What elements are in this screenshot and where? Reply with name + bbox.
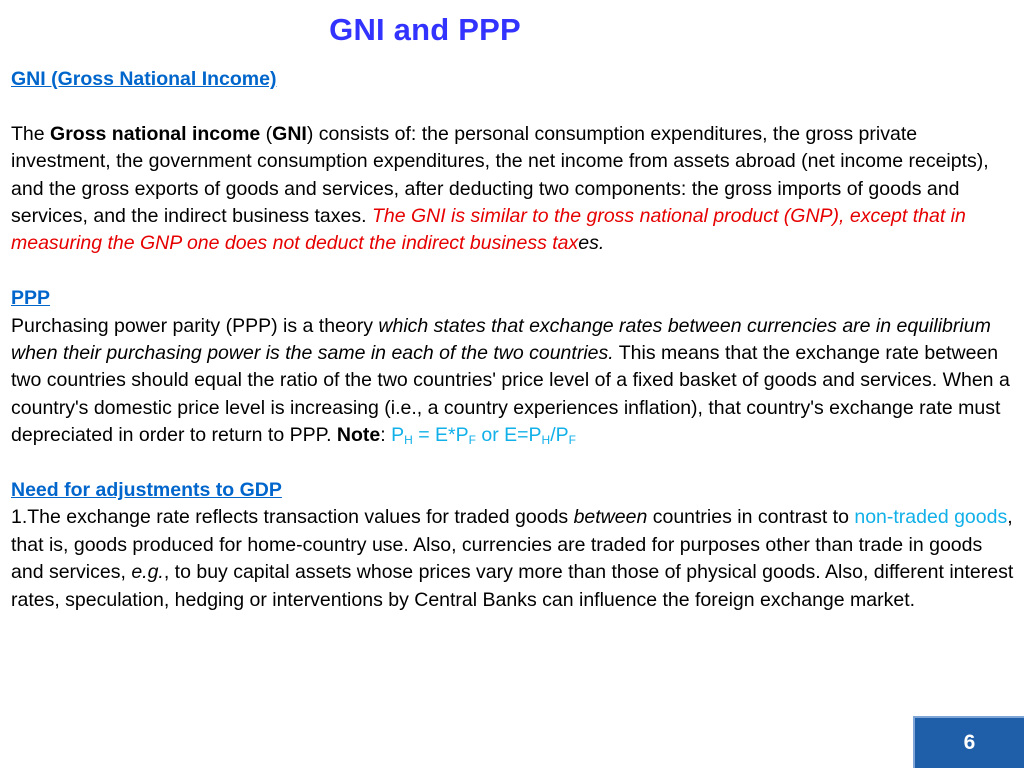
gni-heading-line xyxy=(11,66,1016,93)
gni-text-the: The xyxy=(11,122,51,145)
formula-eq-part: = E*P xyxy=(412,424,469,447)
spacer xyxy=(11,258,1016,285)
formula-sub: F xyxy=(568,433,576,448)
formula-sub: F xyxy=(468,433,476,448)
spacer xyxy=(11,450,1016,477)
gni-abbr: GNI xyxy=(272,122,307,145)
adjust-eg: e.g. xyxy=(131,561,164,584)
ppp-heading-link[interactable]: PPP xyxy=(11,287,51,310)
adjust-heading-link[interactable]: Need for adjustments to GDP xyxy=(11,479,282,502)
formula-sub: H xyxy=(404,433,413,448)
formula-sub: H xyxy=(541,433,551,448)
gni-heading-link[interactable]: GNI (Gross National Income) xyxy=(11,68,277,90)
gni-text-body: ) consists of: the personal consumption expenditures, the gross private investment, the government consumption expenditures, the net income from assets abroad (net income receipts), and the gross exports of goods and services, after deducting two components: the gross imports of goods and services, and the indirect business taxes. xyxy=(11,122,989,228)
adjust-between: between xyxy=(573,506,648,529)
page-number-badge xyxy=(913,716,1024,768)
slide-content xyxy=(11,66,1016,614)
formula-slash-part: /P xyxy=(550,424,569,447)
gni-text-open: ( xyxy=(260,122,273,145)
ppp-text-intro: Purchasing power parity (PPP) is a theory xyxy=(11,314,379,337)
slide-title: GNI and PPP xyxy=(329,12,521,47)
ppp-heading-line xyxy=(11,285,1016,312)
formula-p-part: P xyxy=(391,424,405,447)
adjust-text-c: , that is, goods produced for home-country use. Also, currencies are traded for purposes other than trade in goods and services, xyxy=(11,506,1013,584)
adjust-text-d: , to buy capital assets whose prices vary more than those of physical goods. Also, different interest rates, speculation, hedging or interventions by Central Banks can influence the foreign exchange market. xyxy=(11,561,1014,611)
ppp-formula xyxy=(391,424,576,446)
adjust-paragraph xyxy=(11,504,1016,614)
adjust-text-b: countries in contrast to xyxy=(647,506,855,529)
ppp-text-body: This means that the exchange rate between two countries should equal the ratio of the two countries' price level of a fixed basket of goods and services. When a country's domestic price level is increasing (i.e., a country experiences inflation), that country's exchange rate must depreciated in order to return to PPP. xyxy=(11,342,1010,447)
gni-note-end: es. xyxy=(578,232,605,255)
ppp-note-colon: : xyxy=(380,424,392,447)
ppp-text-italic: which states that exchange rates between currencies are in equilibrium when their purchasing power is the same in each of the two countries. xyxy=(11,314,991,365)
gni-paragraph xyxy=(11,121,1016,258)
ppp-paragraph xyxy=(11,313,1016,450)
non-traded-goods-link[interactable]: non-traded goods xyxy=(854,506,1008,529)
page-number: 6 xyxy=(963,731,976,754)
spacer xyxy=(11,93,1016,120)
adjust-text-a: 1.The exchange rate reflects transaction values for traded goods xyxy=(11,506,574,529)
formula-or-part: or E=P xyxy=(475,424,542,447)
ppp-note-label: Note xyxy=(336,424,381,447)
gni-term: Gross national income xyxy=(50,122,261,145)
gni-note-red: The GNI is similar to the gross national product (GNP), except that in measuring the GNP one does not deduct the indirect business tax xyxy=(11,205,966,255)
adjust-heading-line xyxy=(11,477,1016,504)
